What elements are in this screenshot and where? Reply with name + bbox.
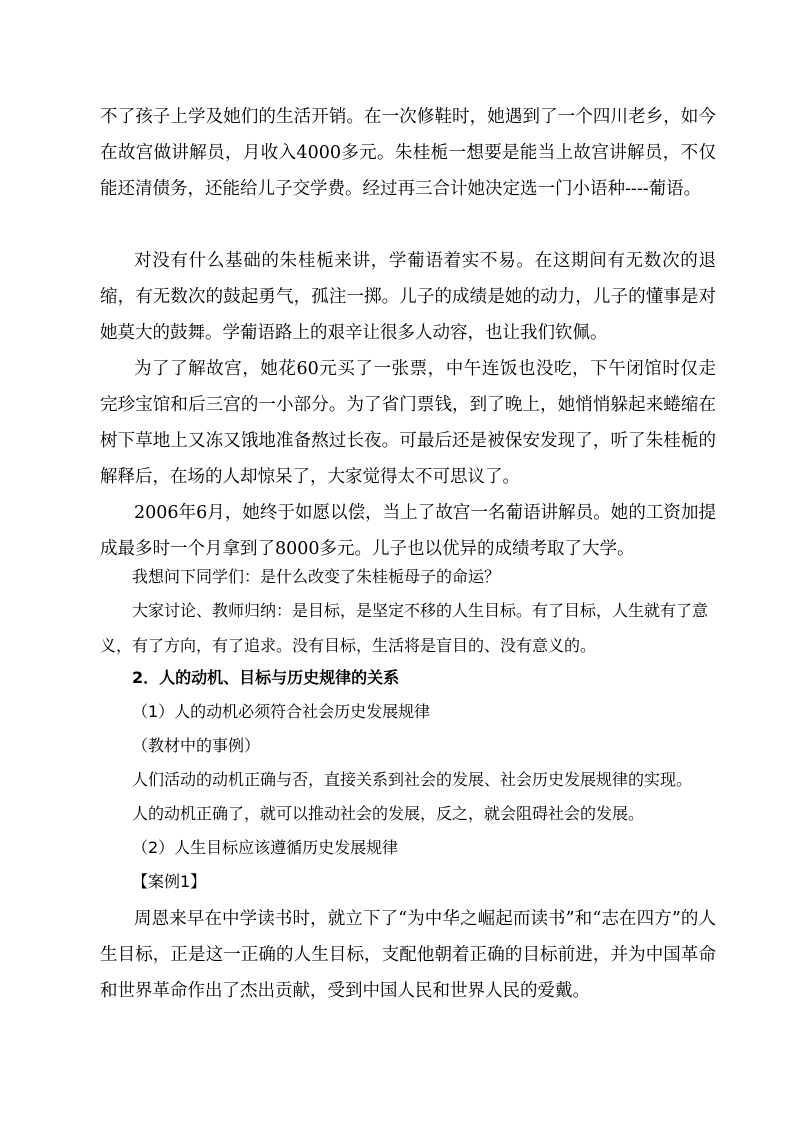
textbook-example: （教材中的事例） (132, 736, 261, 755)
paragraph-palace-visit: 为了了解故宫，她花60元买了一张票，中午连饭也没吃，下午闭馆时仅走完珍宝馆和后三宫的一小部分。为了省门票钱，到了晚上，她悄悄躲起来蜷缩在树下草地上又冻又饿地准备熬过长夜。可最后还是被保安发现了，听了朱桂栀的解释后，在场的人却惊呆了，大家觉得太不可思议了。 (100, 359, 716, 487)
teacher-summary: 大家讨论、教师归纳：是目标，是坚定不移的人生目标。有了目标，人生就有了意义，有了方向，有了追求。没有目标，生活将是盲目的、没有意义的。 (100, 601, 709, 655)
paragraph-learning-portuguese: 对没有什么基础的朱桂栀来讲，学葡语着实不易。在这期间有无数次的退缩，有无数次的鼓起勇气，孤注一掷。儿子的成绩是她的动力，儿子的懂事是对她莫大的鼓舞。学葡语路上的艰辛让很多人动容，也让我们钦佩。 (100, 251, 716, 343)
paragraph-2006: 2006年6月，她终于如愿以偿，当上了故宫一名葡语讲解员。她的工资加提成最多时一个月拿到了8000多元。儿子也以优异的成绩考取了大学。 (100, 503, 716, 559)
motive-statement: 人们活动的动机正确与否，直接关系到社会的发展、社会历史发展规律的实现。 (132, 770, 693, 789)
subheading-2: （2）人生目标应该遵循历史发展规律 (132, 838, 399, 857)
motive-conclusion: 人的动机正确了，就可以推动社会的发展，反之，就会阻碍社会的发展。 (132, 804, 645, 823)
paragraph-tuition: 不了孩子上学及她们的生活开销。在一次修鞋时，她遇到了一个四川老乡，如今在故宫做讲解员，月收入4000多元。朱桂栀一想要是能当上故宫讲解员，不仅能还清债务，还能给儿子交学费。经过再三合计她决定选一门小语种----葡语。 (100, 107, 716, 199)
paragraph-zhou-enlai: 周恩来早在中学读书时，就立下了“为中华之崛起而读书”和“志在四方”的人生目标，正是这一正确的人生目标，支配他朝着正确的目标前进，并为中国革命和世界革命作出了杰出贡献，受到中国人民和世界人民的爱戴。 (100, 909, 716, 1001)
case-label: 【案例1】 (132, 872, 207, 891)
question-to-students: 我想问下同学们：是什么改变了朱桂栀母子的命运？ (132, 567, 501, 586)
subheading-1: （1）人的动机必须符合社会历史发展规律 (132, 702, 431, 721)
section-heading-2: 2．人的动机、目标与历史规律的关系 (132, 668, 400, 687)
